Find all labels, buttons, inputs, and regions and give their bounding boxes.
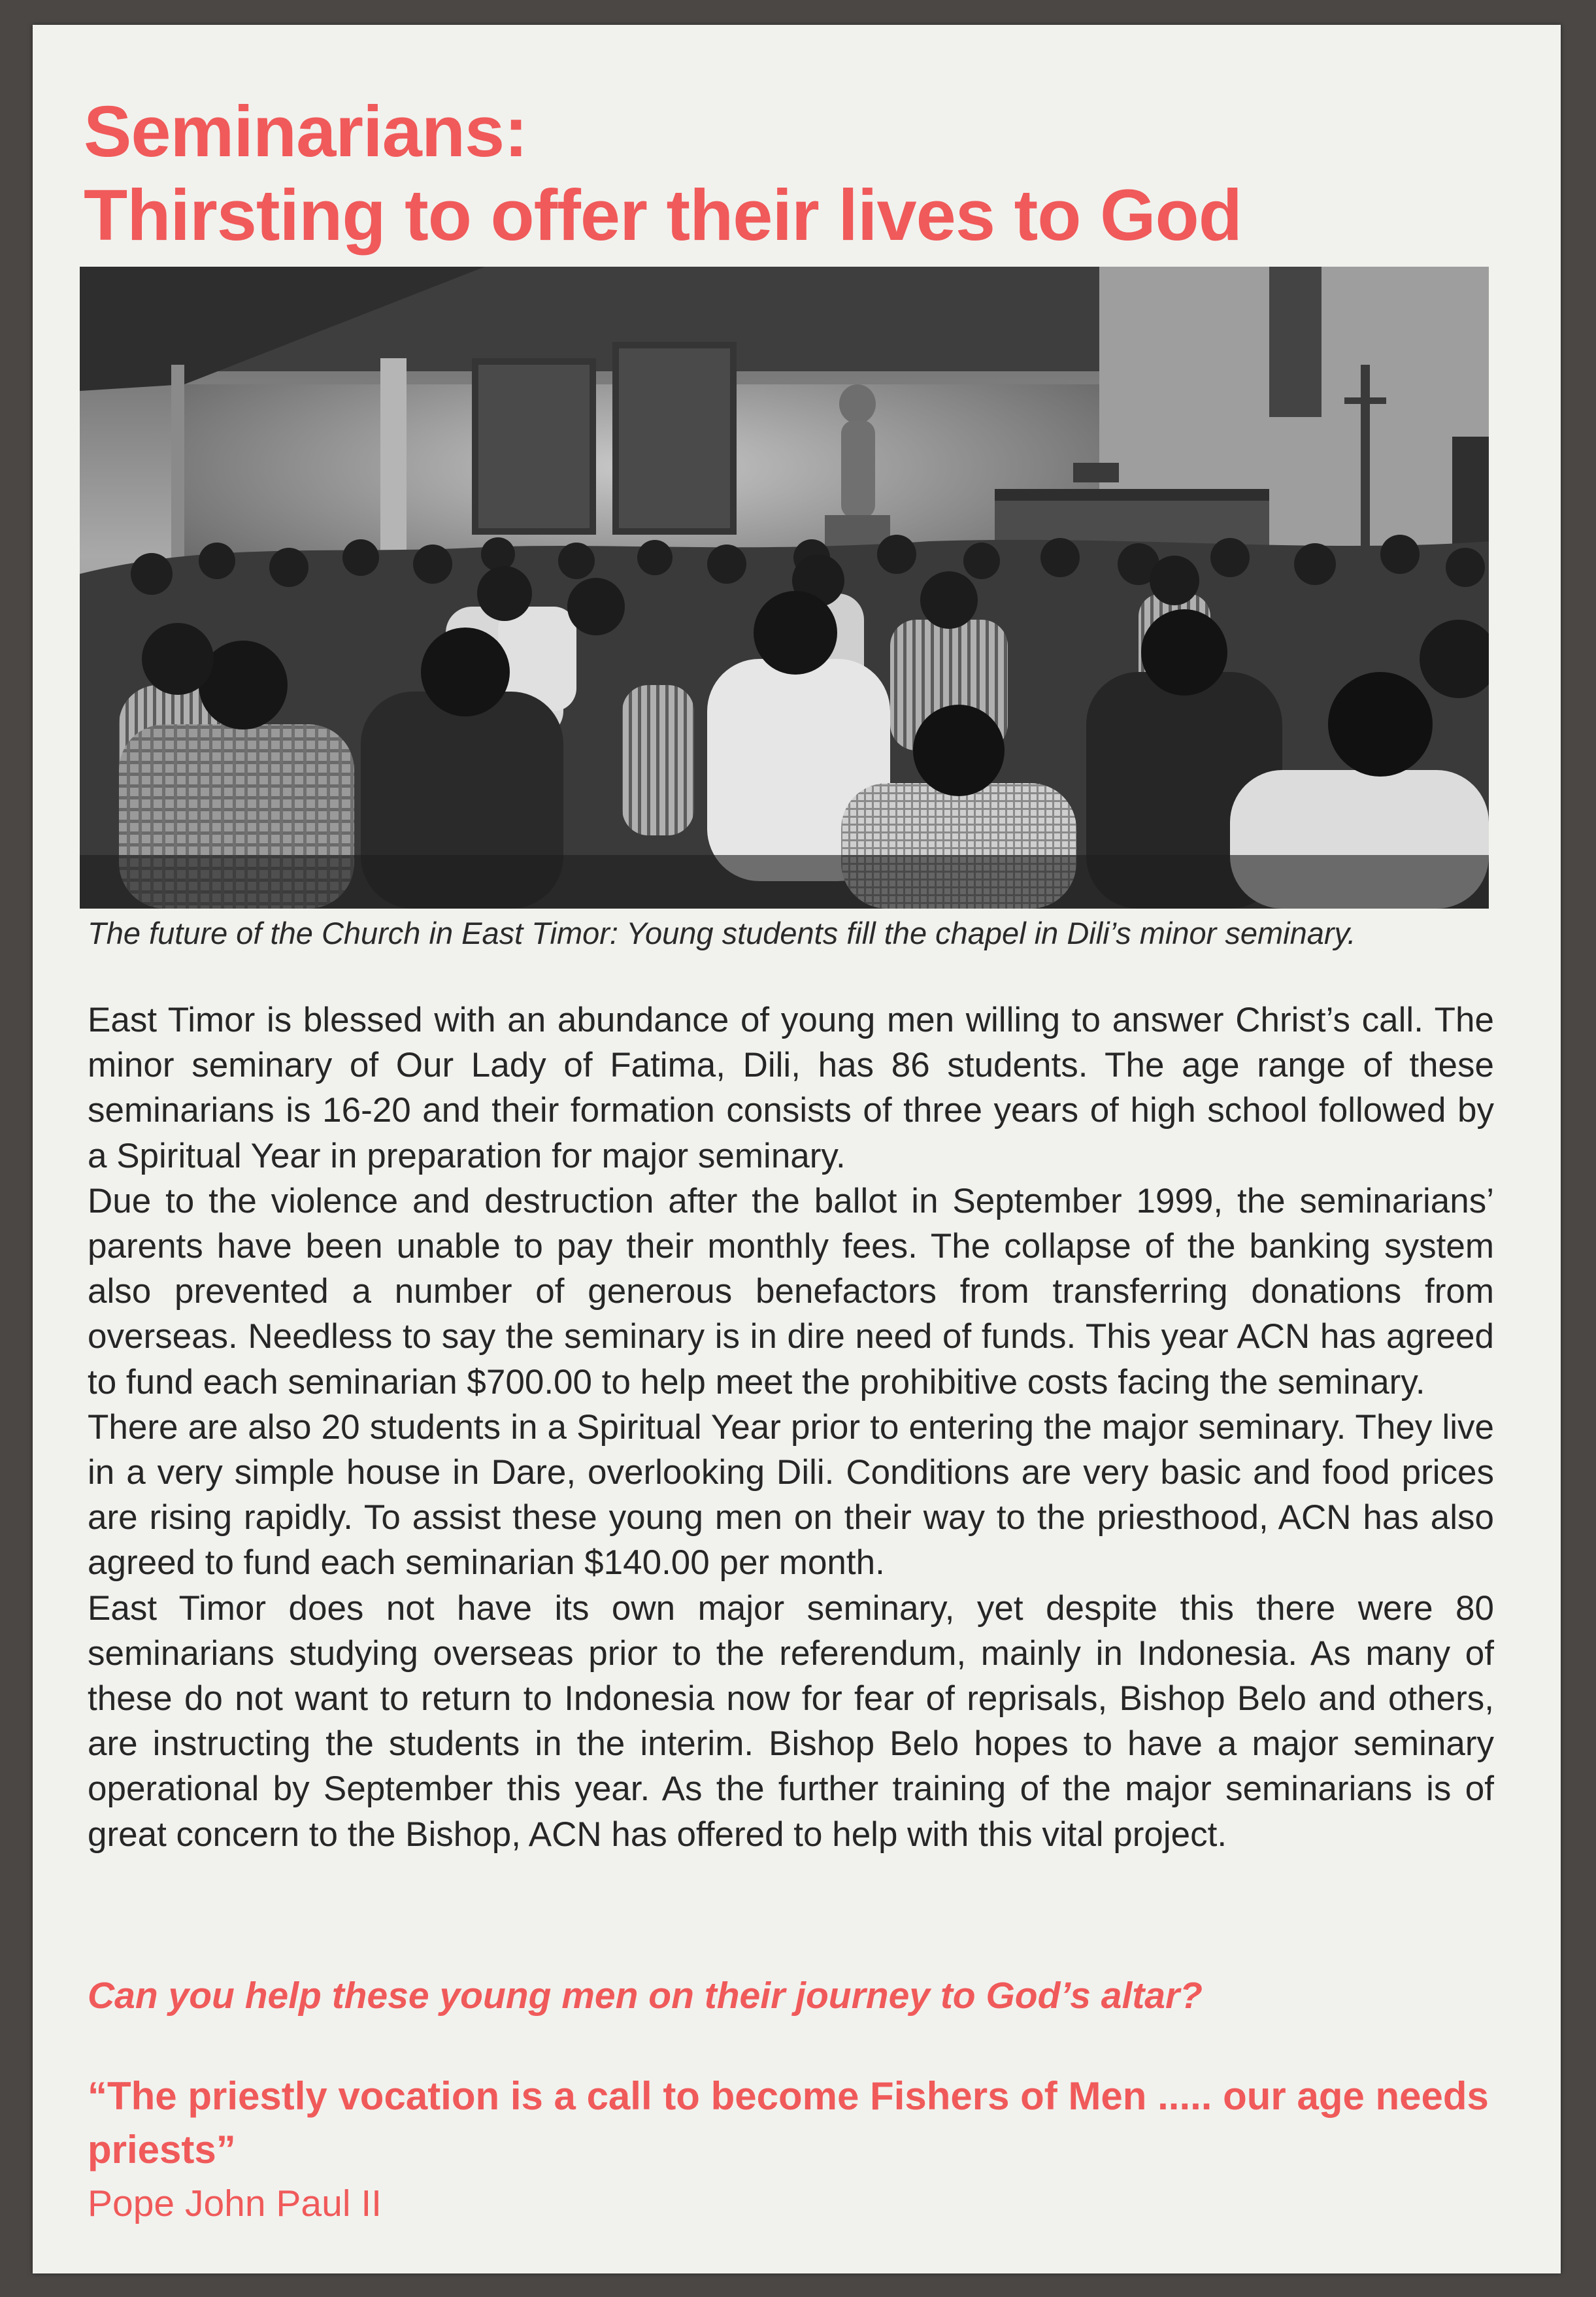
body-paragraph: East Timor does not have its own major seminary, yet despite this there were 80 seminarians studying overseas prior to the referendum, mainly in Indonesia. As many of these do not want to return to Indonesia now for fear of reprisals, Bishop Belo and others, are instructing the students in the interim. Bishop Belo hopes to have a major seminary operational by September this year. As the further training of the major seminarians is of great concern to the Bishop, ACN has offered to help with this vital project. bbox=[88, 1588, 1494, 1854]
appeal-heading: Can you help these young men on their journey to God’s altar? bbox=[88, 1975, 1203, 2017]
pope-quote: “The priestly vocation is a call to become Fishers of Men ..... our age needs priests” bbox=[88, 2074, 1489, 2171]
body-paragraph: East Timor is blessed with an abundance of young men willing to answer Christ’s call. The minor seminary of Our Lady of Fatima, Dili, has 86 students. The age range of these seminarians is 16-20 and their formation consists of three years of high school followed by a Spiritual Year in preparation for major seminary. bbox=[88, 1001, 1494, 1175]
title-line-2: Thirsting to offer their lives to God bbox=[84, 175, 1242, 256]
body-paragraph: There are also 20 students in a Spiritual Year prior to entering the major seminary. They live in a very simple house in Dare, overlooking Dili. Conditions are very basic and food prices are rising rapidly. To assist these young men on their way to the priesthood, ACN has also agreed to fund each seminarian $140.00 per month. bbox=[88, 1407, 1494, 1583]
photo-caption: The future of the Church in East Timor: Young students fill the chapel in Dili’s minor seminary. bbox=[88, 916, 1356, 950]
body-paragraph: Due to the violence and destruction after the ballot in September 1999, the seminarians’ parents have been unable to pay their monthly fees. The collapse of the banking system also prevented a number of generous benefactors from transferring donations from overseas. Needless to say the seminary is in dire need of funds. This year ACN has agreed to fund each seminarian $700.00 to help meet the prohibitive costs facing the seminary. bbox=[88, 1181, 1494, 1401]
article-title bbox=[84, 90, 1242, 258]
quote-attribution: Pope John Paul II bbox=[88, 2183, 382, 2224]
title-line-1: Seminarians: bbox=[84, 92, 527, 172]
chapel-photo bbox=[80, 267, 1489, 909]
article-body bbox=[88, 998, 1494, 1857]
page bbox=[33, 25, 1561, 2273]
